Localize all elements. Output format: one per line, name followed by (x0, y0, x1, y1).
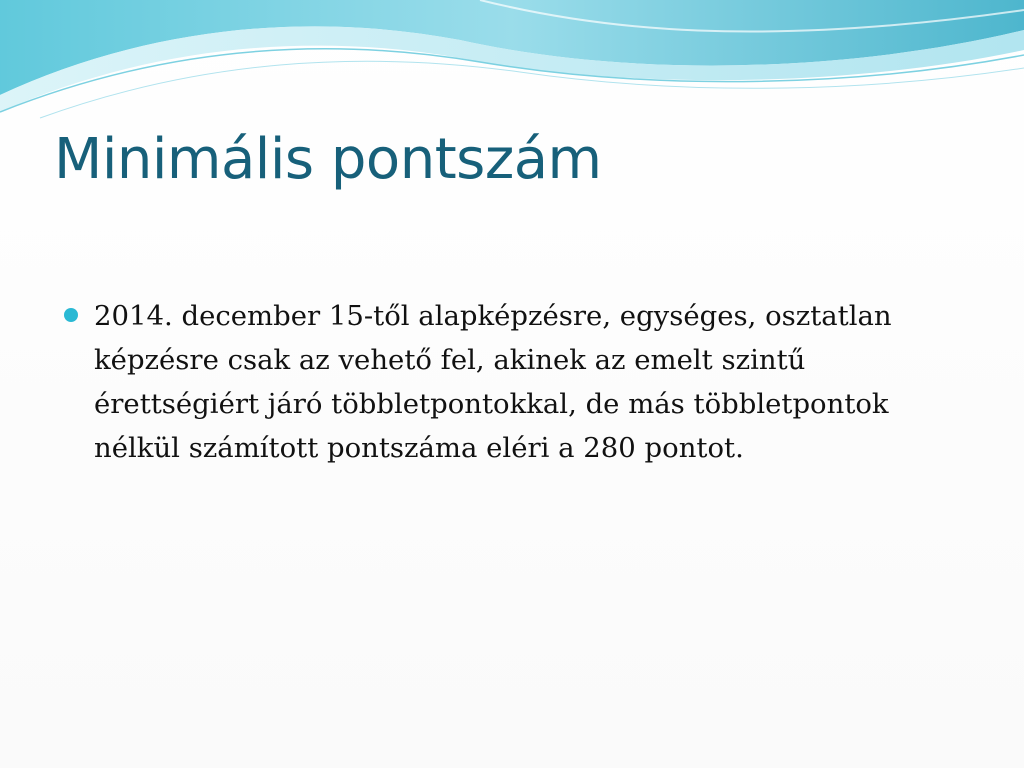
header-wave-decoration (0, 0, 1024, 120)
bullet-dot-icon (64, 308, 78, 322)
list-item (64, 294, 964, 470)
slide-title: Minimális pontszám (54, 127, 602, 192)
bullet-text: 2014. december 15-től alapképzésre, egységes, osztatlan képzésre csak az vehető fel, akinek az emelt szintű érettségiért járó többletpontokkal, de más többletpontok nélkül számított pontszáma eléri a 280 pontot. (94, 300, 892, 464)
bullet-list (64, 294, 964, 470)
